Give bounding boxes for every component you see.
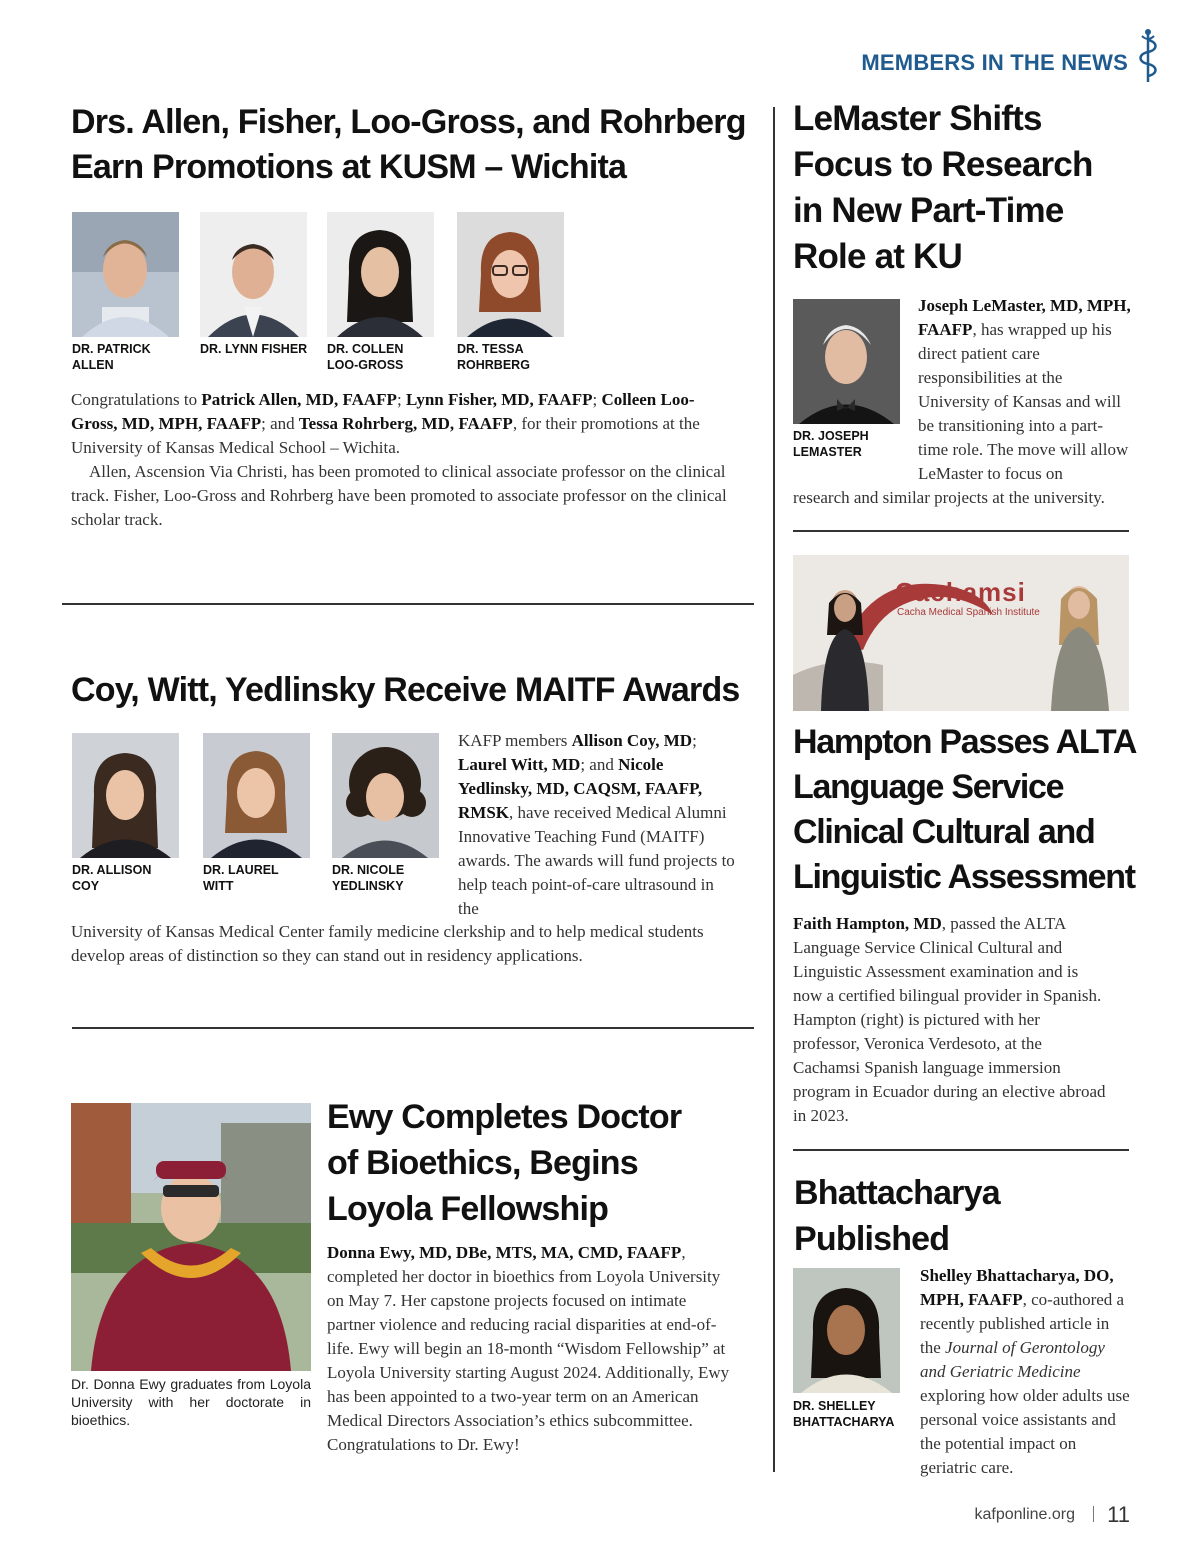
sign-text: Cachamsi <box>895 577 1026 607</box>
story4-body-right: Joseph LeMaster, MD, MPH, FAAFP, has wrapped up his direct patient care responsibilities at the University of Kansas and will be transitioning into a part-time role. The move will allow LeMaster to focus on <box>918 296 1131 483</box>
headshot-lynn-fisher <box>200 212 307 337</box>
headshot-shelley-bhattacharya <box>793 1268 900 1393</box>
photo-caption: DR. LYNN FISHER <box>200 342 308 356</box>
column-divider <box>773 107 775 1472</box>
story3-headline: Ewy Completes Doctor of Bioethics, Begins Loyola Fellowship <box>327 1098 682 1228</box>
story1-body <box>71 388 731 532</box>
sign-subtext: Cacha Medical Spanish Institute <box>897 607 1040 618</box>
story5-body: Faith Hampton, MD, passed the ALTA Language Service Clinical Cultural and Linguistic Assessment examination and is now a certified bilingual provider in Spanish. Hampton (right) is pictured with her professor, Veronica Verdesoto, at the Cachamsi Spanish language immersion program in Ecuador during an elective abroad in 2023. <box>793 914 1106 1125</box>
divider <box>793 530 1129 532</box>
section-label: MEMBERS IN THE NEWS <box>861 50 1128 75</box>
story1-paragraph: Congratulations to Patrick Allen, MD, FAAFP; Lynn Fisher, MD, FAAFP; Colleen Loo-Gross, MD, MPH, FAAFP; and Tessa Rohrberg, MD, FAAFP, for their promotions at the University of Kansas Medical School – Wichita. <box>71 390 700 457</box>
headshot-patrick-allen <box>72 212 179 337</box>
photo-caption: DR. ALLISON COY <box>72 863 152 893</box>
footer-separator <box>1093 1506 1094 1522</box>
footer-site: kafponline.org <box>974 1506 1075 1523</box>
photo-caption: DR. SHELLEY BHATTACHARYA <box>793 1399 895 1429</box>
photo-caption: DR. NICOLE YEDLINSKY <box>332 863 405 893</box>
divider <box>72 1027 754 1029</box>
divider <box>62 603 754 605</box>
page-number: 11 <box>1107 1502 1130 1527</box>
story3-body: Donna Ewy, MD, DBe, MTS, MA, CMD, FAAFP, completed her doctor in bioethics from Loyola University on May 7. Her capstone projects focused on intimate partner violence and reducing racial disparities at end-of-life. Ewy will begin an 18-month “Wisdom Fellowship” at Loyola University starting August 2024. Additionally, Ewy has been appointed to a two-year term on an American Medical Directors Association’s ethics subcommittee. Congratulations to Dr. Ewy! <box>327 1243 730 1454</box>
story1-paragraph: Allen, Ascension Via Christi, has been promoted to clinical associate professor on the clinical track. Fisher, Loo-Gross and Rohrberg have been promoted to associate professor on the clinical scholar track. <box>71 462 727 529</box>
photo-caption: DR. COLLEN LOO-GROSS <box>327 342 404 372</box>
story2-body-bottom: University of Kansas Medical Center family medicine clerkship and to help medical students develop areas of distinction so they can stand out in residency applications. <box>71 922 704 965</box>
photo-caption: DR. PATRICK ALLEN <box>72 342 151 372</box>
headline-line: Drs. Allen, Fisher, Loo-Gross, and Rohrberg <box>71 103 746 141</box>
photo-caption: DR. JOSEPH LEMASTER <box>793 429 869 459</box>
headshot-joseph-lemaster <box>793 299 900 424</box>
story2-body-right: KAFP members Allison Coy, MD; Laurel Witt, MD; and Nicole Yedlinsky, MD, CAQSM, FAAFP, RMSK, have received Medical Alumni Innovative Teaching Fund (MAITF) awards. The awards will fund projects to help teach point-of-care ultrasound in the <box>458 731 735 918</box>
photo-caption: DR. LAUREL WITT <box>203 863 279 893</box>
headline-line: Earn Promotions at KUSM – Wichita <box>71 148 627 186</box>
story6-body: Shelley Bhattacharya, DO, MPH, FAAFP, co-authored a recently published article in the Journal of Gerontology and Geriatric Medicine exploring how older adults use personal voice assistants and the potential impact on geriatric care. <box>920 1266 1130 1477</box>
headshot-laurel-witt <box>203 733 310 858</box>
story4-headline: LeMaster Shifts Focus to Research in New Part-Time Role at KU <box>793 99 1093 276</box>
photo-caption: DR. TESSA ROHRBERG <box>457 342 530 372</box>
divider <box>793 1149 1129 1151</box>
photo-caption: Dr. Donna Ewy graduates from Loyola University with her doctorate in bioethics. <box>71 1376 311 1428</box>
story1-headline <box>71 100 751 190</box>
photo-hampton-cachamsi <box>793 555 1129 711</box>
headshot-tessa-rohrberg <box>457 212 564 337</box>
headshot-allison-coy <box>72 733 179 858</box>
caduceus-icon <box>1136 28 1160 84</box>
headshot-nicole-yedlinsky <box>332 733 439 858</box>
story5-headline: Hampton Passes ALTA Language Service Clinical Cultural and Linguistic Assessment <box>793 723 1137 896</box>
story4-body-bottom: research and similar projects at the university. <box>793 488 1105 507</box>
photo-donna-ewy-graduation <box>71 1103 311 1371</box>
story2-headline: Coy, Witt, Yedlinsky Receive MAITF Awards <box>71 671 740 709</box>
headshot-colleen-loo-gross <box>327 212 434 337</box>
story6-headline: Bhattacharya Published <box>794 1174 1000 1258</box>
